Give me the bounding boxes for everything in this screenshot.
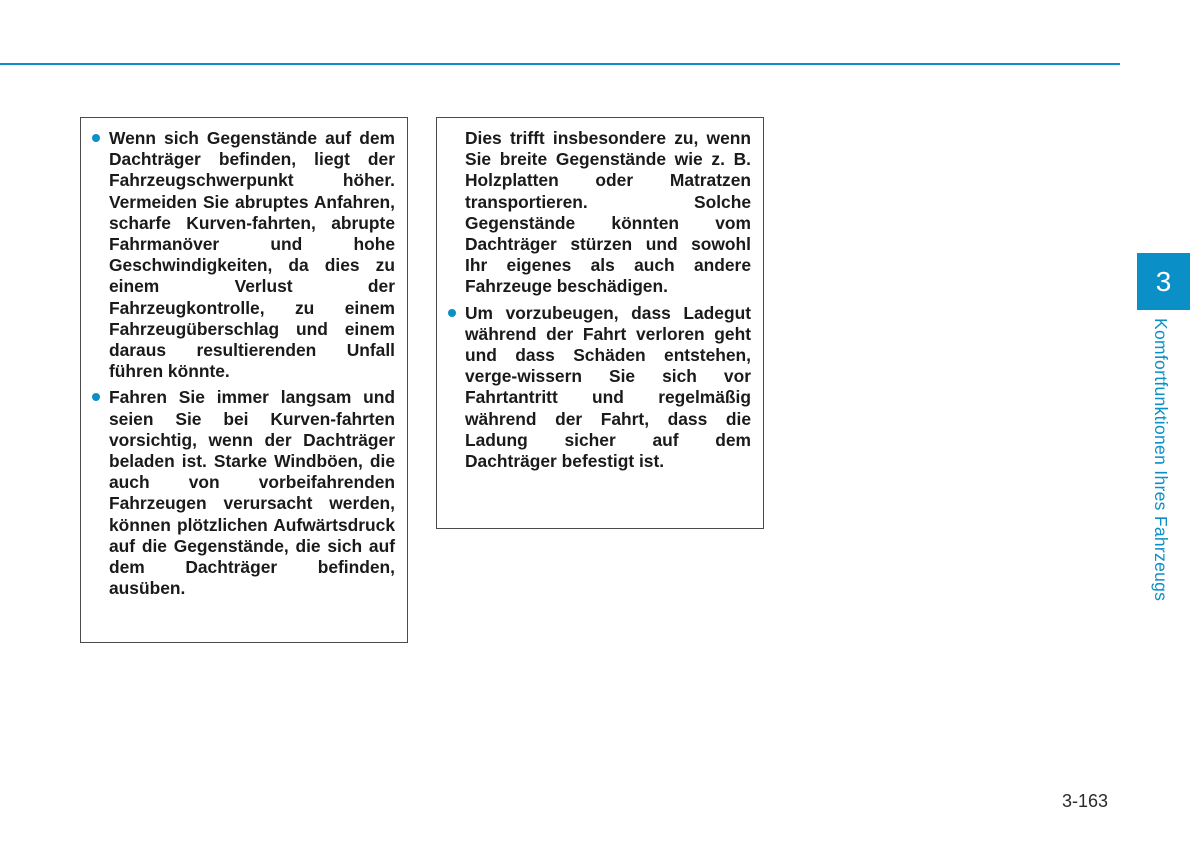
continuation-paragraph <box>447 128 751 298</box>
warning-box-right <box>436 117 764 529</box>
bullet-text: Fahren Sie immer langsam und seien Sie bei Kurven-fahrten vorsichtig, wenn der Dachträger beladen ist. Starke Windböen, die auch von vorbeifahrenden Fahrzeugen verursacht werden, können plötzlichen Aufwärtsdruck auf die Gegenstände, die sich auf dem Dachträger befinden, ausüben. <box>109 387 395 599</box>
chapter-title: Komfortfunktionen Ihres Fahrzeugs <box>1151 318 1171 602</box>
bullet-item <box>91 128 395 382</box>
continuation-text: Dies trifft insbesondere zu, wenn Sie breite Gegenstände wie z. B. Holzplatten oder Matratzen transportieren. Solche Gegenstände könnten vom Dachträger stürzen und sowohl Ihr eigenes als auch andere Fahrzeuge beschädigen. <box>465 128 751 297</box>
bullet-item <box>91 387 395 599</box>
bullet-text: Um vorzubeugen, dass Ladegut während der Fahrt verloren geht und dass Schäden entstehen, verge-wissern Sie sich vor Fahrtantritt und regelmäßig während der Fahrt, dass die Ladung sicher auf dem Dachträger befestigt ist. <box>465 302 751 472</box>
bullet-dot-icon <box>92 393 100 401</box>
bullet-dot-icon <box>92 134 100 142</box>
warning-box-left <box>80 117 408 643</box>
bullet-item <box>447 303 751 473</box>
warning-text-right <box>447 128 751 472</box>
page-number: 3-163 <box>1062 791 1109 811</box>
bullet-dot-icon <box>448 309 456 317</box>
bullet-text: Wenn sich Gegenstände auf dem Dachträger befinden, liegt der Fahrzeugschwerpunkt höher. Vermeiden Sie abruptes Anfahren, scharfe Kurven-fahrten, abrupte Fahrmanöver und hohe Geschwindigkeiten, da dies zu einem Verlust der Fahrzeugkontrolle, zu einem Fahrzeugüberschlag und einem daraus resultierenden Unfall führen könnte. <box>109 128 395 382</box>
warning-text-left <box>91 128 395 599</box>
header-rule <box>0 63 1120 65</box>
chapter-number-tab: 3 <box>1137 253 1190 310</box>
